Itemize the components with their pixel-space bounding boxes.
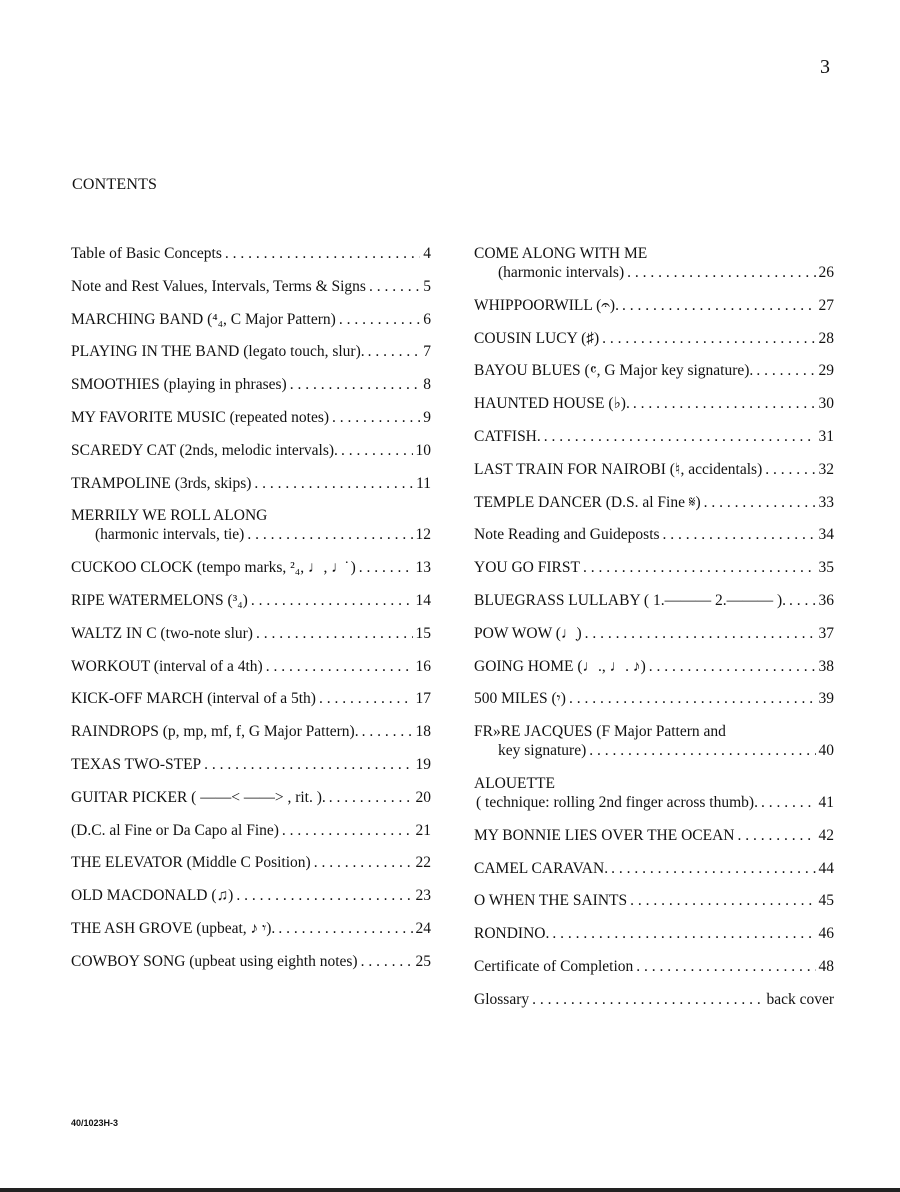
dot-leader (585, 624, 816, 643)
toc-entry-page: 15 (415, 624, 431, 642)
toc-entry-title: Table of Basic Concepts (71, 245, 222, 262)
dot-leader (737, 826, 815, 845)
toc-entry-title: CATFISH. (474, 427, 541, 445)
toc-entry-page: 8 (423, 376, 431, 394)
toc-entry-page: 41 (818, 793, 834, 811)
toc-entry-page: 22 (415, 854, 431, 872)
dot-leader (204, 755, 412, 774)
toc-entry-title: MARCHING BAND (⁴₄, C Major Pattern) (71, 310, 336, 328)
toc-entry-page: 20 (415, 788, 431, 806)
dot-leader (368, 342, 421, 361)
toc-entry-title: OLD MACDONALD (♫) (71, 887, 234, 905)
toc-entry[interactable] (71, 441, 431, 460)
toc-entry-title: HAUNTED HOUSE (♭). (474, 395, 630, 413)
toc-entry[interactable] (71, 506, 431, 544)
toc-entry-title: RONDINO. (474, 925, 550, 943)
toc-entry[interactable] (71, 558, 431, 577)
toc-entry[interactable] (71, 657, 431, 676)
dot-leader (341, 441, 413, 460)
toc-entry[interactable] (71, 624, 431, 643)
toc-entry-page: 13 (415, 559, 431, 577)
toc-entry-title: Note and Rest Values, Intervals, Terms & Signs (71, 277, 366, 295)
dot-leader (314, 853, 413, 872)
toc-entry-page: 40 (818, 742, 834, 760)
toc-entry[interactable] (474, 329, 834, 348)
dot-leader (544, 427, 816, 446)
toc-entry-page: 39 (818, 690, 834, 708)
toc-entry-page: 32 (818, 460, 834, 478)
dot-leader (290, 375, 421, 394)
toc-entry[interactable] (474, 957, 834, 976)
contents-right-column (474, 244, 834, 1023)
toc-entry-page: 27 (818, 296, 834, 314)
toc-entry-title: BLUEGRASS LULLABY ( 1.――― 2.――― ). (474, 591, 787, 609)
toc-entry[interactable] (474, 774, 834, 812)
toc-entry-title: COWBOY SONG (upbeat using eighth notes) (71, 952, 358, 970)
toc-entry[interactable] (71, 375, 431, 394)
toc-entry-title: KICK-OFF MARCH (interval of a 5th) (71, 690, 316, 708)
dot-leader (630, 891, 815, 910)
contents-left-column (71, 244, 431, 985)
toc-entry-page: 42 (818, 826, 834, 844)
toc-entry-title: THE ASH GROVE (upbeat, ♪ 𝄾). (71, 919, 276, 937)
dot-leader (319, 689, 413, 708)
toc-entry-page: 34 (818, 526, 834, 544)
toc-entry-page: 17 (415, 690, 431, 708)
toc-entry-page: 36 (818, 591, 834, 609)
toc-entry-page: 37 (818, 624, 834, 642)
toc-entry-page: 24 (415, 919, 431, 937)
toc-entry-title: WORKOUT (interval of a 4th) (71, 657, 263, 675)
toc-entry-title: O WHEN THE SAINTS (474, 892, 628, 910)
toc-entry[interactable] (474, 689, 834, 708)
toc-entry[interactable] (71, 342, 431, 361)
toc-entry[interactable] (71, 244, 431, 263)
toc-entry-page: 18 (415, 723, 431, 741)
toc-entry[interactable] (71, 591, 431, 610)
toc-entry-page: 25 (415, 952, 431, 970)
dot-leader (704, 493, 816, 512)
toc-entry[interactable] (474, 558, 834, 577)
dot-leader (236, 886, 412, 905)
toc-entry-page: 16 (415, 657, 431, 675)
dot-leader (362, 722, 413, 741)
dot-leader (552, 924, 815, 943)
toc-entry[interactable] (71, 408, 431, 427)
toc-entry-title: BAYOU BLUES (𝄴, G Major key signature). (474, 362, 754, 380)
toc-entry-title: THE ELEVATOR (Middle C Position) (71, 854, 311, 872)
dot-leader (622, 296, 816, 315)
dot-leader (282, 821, 413, 840)
toc-entry-title: PLAYING IN THE BAND (legato touch, slur). (71, 343, 365, 361)
toc-entry-page: 44 (818, 859, 834, 877)
toc-entry-page: 19 (415, 755, 431, 773)
toc-entry-title: YOU GO FIRST (474, 559, 580, 577)
toc-entry-title: FR»RE JACQUES (F Major Pattern and (474, 723, 726, 741)
toc-entry-page: 10 (415, 441, 431, 459)
toc-entry-subtitle: key signature) (498, 742, 587, 760)
dot-leader (225, 244, 420, 263)
dot-leader (589, 741, 815, 760)
catalog-code: 40/1023H-3 (71, 1118, 119, 1128)
dot-leader (789, 591, 815, 610)
toc-entry[interactable] (474, 722, 834, 760)
toc-entry-title: WHIPPOORWILL (𝄐). (474, 296, 619, 314)
dot-leader (254, 474, 413, 493)
dot-leader (361, 952, 413, 971)
toc-entry-title: TEXAS TWO-STEP (71, 755, 202, 773)
dot-leader (636, 957, 815, 976)
dot-leader (663, 525, 816, 544)
dot-leader (339, 310, 420, 329)
toc-entry-title: RIPE WATERMELONS (³₄) (71, 591, 248, 609)
toc-entry[interactable] (474, 657, 834, 676)
toc-entry-page: 14 (415, 591, 431, 609)
toc-entry[interactable] (71, 722, 431, 741)
dot-leader (611, 859, 815, 878)
dot-leader (329, 788, 413, 807)
toc-entry[interactable] (71, 474, 431, 493)
toc-entry-page: 35 (818, 559, 834, 577)
bottom-rule (0, 1188, 900, 1192)
toc-entry-title: POW WOW (♩̣) (474, 624, 582, 642)
toc-entry[interactable] (474, 826, 834, 845)
toc-entry-page: 28 (818, 329, 834, 347)
dot-leader (251, 591, 413, 610)
toc-entry-title: GOING HOME (♩., ♩. ♪) (474, 657, 646, 675)
page-number: 3 (820, 56, 830, 78)
toc-entry[interactable] (474, 361, 834, 380)
dot-leader (332, 408, 420, 427)
toc-entry[interactable] (71, 853, 431, 872)
toc-entry-page: 5 (423, 277, 431, 295)
dot-leader (761, 793, 816, 812)
toc-entry[interactable] (71, 689, 431, 708)
toc-entry-title: (D.C. al Fine or Da Capo al Fine) (71, 821, 279, 839)
toc-entry-page: back cover (766, 990, 834, 1008)
toc-entry-title: Note Reading and Guideposts (474, 526, 660, 544)
toc-entry[interactable] (474, 924, 834, 943)
toc-entry-title: 500 MILES (𝄾) (474, 690, 566, 708)
toc-entry[interactable] (474, 591, 834, 610)
toc-entry-title: LAST TRAIN FOR NAIROBI (♮, accidentals) (474, 460, 763, 478)
toc-entry[interactable] (71, 788, 431, 807)
toc-entry[interactable] (71, 919, 431, 938)
toc-entry-page: 31 (818, 427, 834, 445)
toc-entry[interactable] (474, 990, 834, 1009)
toc-entry[interactable] (474, 493, 834, 512)
toc-entry-page: 11 (416, 474, 431, 492)
toc-entry-title: CUCKOO CLOCK (tempo marks, ²₄, ♩, ♩̇ ) (71, 559, 356, 577)
toc-entry-page: 7 (423, 343, 431, 361)
dot-leader (278, 919, 412, 938)
toc-entry-title: SMOOTHIES (playing in phrases) (71, 376, 287, 394)
dot-leader (765, 460, 815, 479)
toc-entry-page: 9 (423, 408, 431, 426)
toc-entry-page: 38 (818, 657, 834, 675)
dot-leader (247, 525, 412, 544)
toc-entry-page: 12 (415, 526, 431, 544)
toc-entry-title: MERRILY WE ROLL ALONG (71, 507, 268, 525)
toc-entry-title: SCAREDY CAT (2nds, melodic intervals). (71, 441, 338, 459)
toc-entry-title: COUSIN LUCY (♯) (474, 329, 600, 347)
toc-entry[interactable] (474, 525, 834, 544)
toc-entry[interactable] (474, 427, 834, 446)
toc-entry-title: Certificate of Completion (474, 957, 634, 975)
toc-entry-page: 6 (423, 310, 431, 328)
toc-entry[interactable] (71, 755, 431, 774)
toc-entry[interactable] (474, 460, 834, 479)
toc-entry-title: Glossary (474, 990, 530, 1008)
dot-leader (627, 263, 815, 282)
toc-entry-page: 30 (818, 395, 834, 413)
toc-entry-title: WALTZ IN C (two-note slur) (71, 624, 253, 642)
dot-leader (569, 689, 816, 708)
dot-leader (266, 657, 413, 676)
toc-entry-page: 4 (423, 245, 431, 262)
dot-leader (359, 558, 413, 577)
toc-entry[interactable] (474, 859, 834, 878)
dot-leader (532, 990, 763, 1009)
dot-leader (602, 329, 815, 348)
toc-entry-page: 21 (415, 821, 431, 839)
toc-entry-subtitle: (harmonic intervals) (498, 264, 625, 281)
toc-entry-title: TEMPLE DANCER (D.S. al Fine 𝄋) (474, 493, 701, 511)
toc-entry-title: RAINDROPS (p, mp, mf, f, G Major Pattern). (71, 723, 359, 741)
toc-entry-title: TRAMPOLINE (3rds, skips) (71, 474, 252, 492)
toc-entry-subtitle: ( technique: rolling 2nd finger across thumb). (476, 793, 758, 811)
dot-leader (649, 657, 816, 676)
toc-entry[interactable] (71, 310, 431, 329)
toc-entry-title: CAMEL CARAVAN. (474, 859, 609, 877)
toc-entry-page: 48 (818, 957, 834, 975)
toc-entry[interactable] (474, 296, 834, 315)
toc-entry-title: COME ALONG WITH ME (474, 245, 648, 262)
toc-entry-title: ALOUETTE (474, 774, 555, 792)
dot-leader (633, 394, 816, 413)
toc-entry-title: GUITAR PICKER ( ――< ――> , rit. ). (71, 788, 326, 806)
toc-entry-page: 26 (818, 264, 834, 281)
toc-entry-title: MY BONNIE LIES OVER THE OCEAN (474, 826, 735, 844)
toc-entry[interactable] (71, 821, 431, 840)
toc-entry-page: 46 (818, 925, 834, 943)
dot-leader (756, 361, 815, 380)
toc-entry-page: 45 (818, 892, 834, 910)
contents-heading: CONTENTS (72, 176, 158, 193)
toc-entry-title: MY FAVORITE MUSIC (repeated notes) (71, 408, 330, 426)
toc-entry-page: 33 (818, 493, 834, 511)
dot-leader (256, 624, 413, 643)
toc-entry[interactable] (474, 394, 834, 413)
toc-entry[interactable] (71, 277, 431, 296)
toc-entry-page: 29 (818, 362, 834, 380)
dot-leader (583, 558, 816, 577)
toc-entry-page: 23 (415, 887, 431, 905)
dot-leader (369, 277, 420, 296)
toc-entry[interactable] (474, 891, 834, 910)
toc-entry[interactable] (71, 886, 431, 905)
toc-entry[interactable] (474, 244, 834, 282)
toc-entry-subtitle: (harmonic intervals, tie) (95, 526, 245, 544)
toc-entry[interactable] (71, 952, 431, 971)
toc-entry[interactable] (474, 624, 834, 643)
